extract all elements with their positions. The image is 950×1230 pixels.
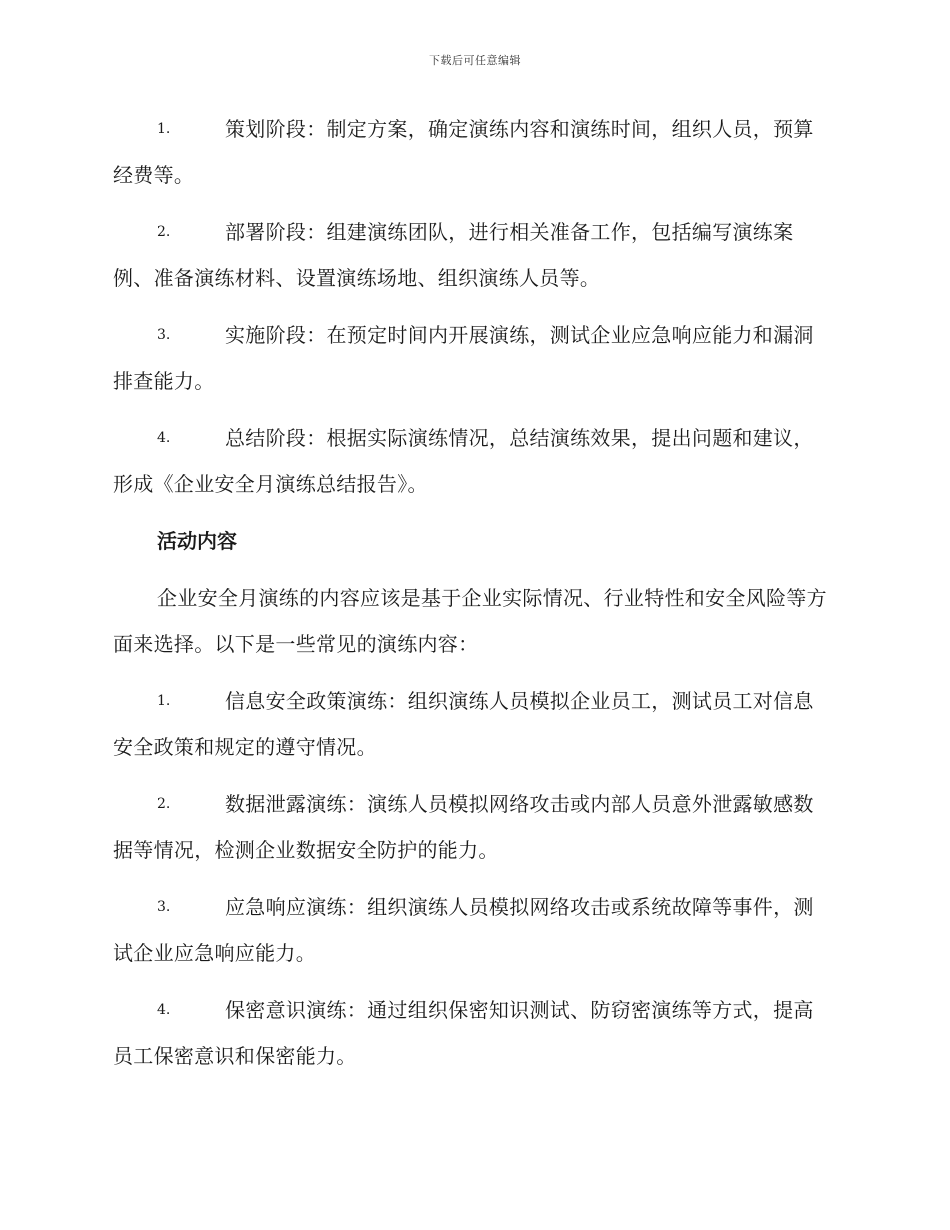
intro-paragraph: 企业安全月演练的内容应该是基于企业实际情况、行业特性和安全风险等方面来选择。以下是一些常见的演练内容：: [113, 586, 827, 656]
section-heading: 活动内容: [157, 529, 237, 553]
list-number: 3.: [157, 899, 171, 915]
list-text: 应急响应演练：组织演练人员模拟网络攻击或系统故障等事件，测试企业应急响应能力。: [113, 895, 814, 965]
document-body: [113, 106, 833, 1090]
list-text: 实施阶段：在预定时间内开展演练，测试企业应急响应能力和漏洞排查能力。: [113, 323, 814, 393]
list-item: [113, 678, 833, 770]
page-header: 下载后可任意编辑: [429, 54, 521, 67]
list-item: [113, 415, 833, 507]
list-text: 部署阶段：组建演练团队，进行相关准备工作，包括编写演练案例、准备演练材料、设置演练场地、组织演练人员等。: [113, 220, 794, 290]
list-item: [113, 209, 833, 301]
list-number: 2.: [157, 224, 171, 240]
list-number: 1.: [157, 121, 171, 137]
list-text: 策划阶段：制定方案，确定演练内容和演练时间，组织人员，预算经费等。: [113, 117, 814, 187]
list-text: 信息安全政策演练：组织演练人员模拟企业员工，测试员工对信息安全政策和规定的遵守情况。: [113, 689, 814, 759]
list-text: 总结阶段：根据实际演练情况，总结演练效果，提出问题和建议，形成《企业安全月演练总结报告》。: [113, 426, 814, 496]
list-item: [113, 987, 833, 1079]
list-item: [113, 312, 833, 404]
list-text: 数据泄露演练：演练人员模拟网络攻击或内部人员意外泄露敏感数据等情况，检测企业数据安全防护的能力。: [113, 792, 814, 862]
list-number: 3.: [157, 327, 171, 343]
list-number: 1.: [157, 693, 171, 709]
list-item: [113, 106, 833, 198]
list-item: [113, 781, 833, 873]
list-number: 4.: [157, 1002, 171, 1018]
list-number: 2.: [157, 796, 171, 812]
list-text: 保密意识演练：通过组织保密知识测试、防窃密演练等方式，提高员工保密意识和保密能力。: [113, 998, 814, 1068]
list-number: 4.: [157, 430, 171, 446]
list-item: [113, 884, 833, 976]
